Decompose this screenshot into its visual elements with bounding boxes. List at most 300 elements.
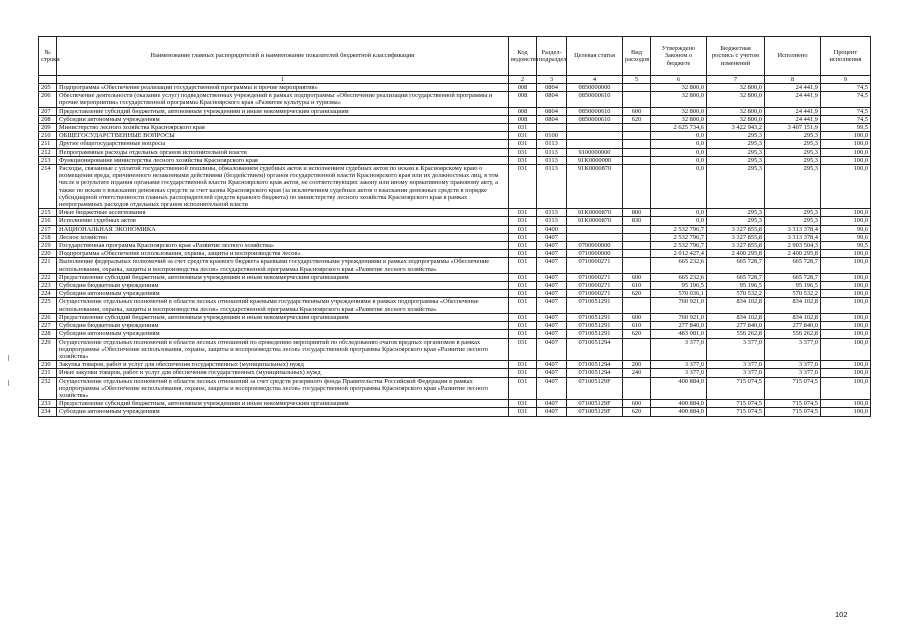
row-ved: 031 [509, 250, 537, 258]
row-ros: 3 377,0 [707, 361, 765, 369]
row-ros: 32 800,0 [707, 92, 765, 107]
row-razd: 0113 [537, 217, 567, 225]
row-zak: 2 532 796,7 [651, 225, 707, 233]
row-ros: 3 422 943,2 [707, 124, 765, 132]
row-vr: 240 [623, 369, 651, 377]
row-razd: 0407 [537, 290, 567, 298]
row-ros: 556 262,8 [707, 330, 765, 338]
row-number: 221 [39, 258, 57, 273]
row-pct: 100,0 [821, 361, 871, 369]
col-header-num: № строки [39, 37, 57, 76]
row-cs: 0850000000 [567, 84, 623, 92]
row-ros: 95 196,5 [707, 282, 765, 290]
row-ved: 031 [509, 290, 537, 298]
row-name: Выполнение федеральных полномочий за счет средств краевого бюджета краевыми государственными учреждениями в рамках подпрограммы «Обеспечение использования, охраны, защиты и воспроизводства лесов» государственной программы Красноярского края «Развитие лесного хозяйства» [57, 258, 509, 273]
row-pct: 100,0 [821, 209, 871, 217]
table-row [39, 377, 871, 400]
page-number: 102 [835, 610, 848, 619]
row-ros: 570 532,2 [707, 290, 765, 298]
col-header-ved: Код ведомства [509, 37, 537, 76]
row-ros: 715 074,5 [707, 408, 765, 416]
row-isp: 277 840,0 [765, 322, 821, 330]
row-pct: 100,0 [821, 369, 871, 377]
row-isp: 295,3 [765, 132, 821, 140]
row-pct: 100,0 [821, 132, 871, 140]
table-row [39, 338, 871, 361]
row-vr: 830 [623, 217, 651, 225]
row-ros: 32 800,0 [707, 84, 765, 92]
row-isp: 295,3 [765, 156, 821, 164]
table-body [39, 84, 871, 417]
row-razd [537, 124, 567, 132]
row-razd: 0400 [537, 225, 567, 233]
row-ros: 3 377,0 [707, 369, 765, 377]
row-number: 222 [39, 273, 57, 281]
row-zak: 760 921,0 [651, 298, 707, 313]
row-ved: 031 [509, 273, 537, 281]
row-vr [623, 84, 651, 92]
row-vr [623, 148, 651, 156]
row-cs: 0710000271 [567, 258, 623, 273]
row-ved: 031 [509, 233, 537, 241]
row-number: 206 [39, 92, 57, 107]
row-razd: 0407 [537, 400, 567, 408]
row-name: Предоставление субсидий бюджетным, автономным учреждениям и иным некоммерческим организациям [57, 107, 509, 115]
row-name: Осуществление отдельных полномочий в области лесных отношений за счет средств резервного фонда Правительства Российской Федерации в рамках подпрограммы «Обеспечение использования, охраны, защиты и воспроизводства лесов» государственной программы Красноярского края «Развитие лесного хозяйства» [57, 377, 509, 400]
row-zak: 0,0 [651, 209, 707, 217]
table-row [39, 209, 871, 217]
budget-table [38, 36, 871, 417]
row-zak: 0,0 [651, 156, 707, 164]
table-row [39, 273, 871, 281]
row-ros: 834 102,8 [707, 313, 765, 321]
row-pct: 100,0 [821, 148, 871, 156]
row-ved: 031 [509, 124, 537, 132]
row-pct: 100,0 [821, 400, 871, 408]
row-ved: 008 [509, 92, 537, 107]
row-number: 219 [39, 242, 57, 250]
row-zak: 400 884,0 [651, 408, 707, 416]
row-ros: 3 327 855,8 [707, 225, 765, 233]
row-ved: 008 [509, 115, 537, 123]
row-pct: 100,0 [821, 273, 871, 281]
table-row [39, 225, 871, 233]
row-ros: 295,3 [707, 140, 765, 148]
col-header-isp: Исполнено [765, 37, 821, 76]
row-ros: 715 074,5 [707, 377, 765, 400]
row-ved: 031 [509, 369, 537, 377]
row-zak: 2 532 796,7 [651, 233, 707, 241]
table-row [39, 140, 871, 148]
row-vr [623, 338, 651, 361]
row-razd: 0407 [537, 361, 567, 369]
col-header-vr: Вид расходов [623, 37, 651, 76]
row-ved: 031 [509, 217, 537, 225]
row-name: Непрограммные расходы отдельных органов исполнительной власти [57, 148, 509, 156]
row-zak: 277 840,0 [651, 322, 707, 330]
row-razd: 0407 [537, 338, 567, 361]
row-isp: 24 441,9 [765, 115, 821, 123]
row-number: 228 [39, 330, 57, 338]
row-razd: 0407 [537, 377, 567, 400]
row-vr [623, 250, 651, 258]
row-cs [567, 233, 623, 241]
row-zak: 0,0 [651, 140, 707, 148]
row-name: Функционирование министерства лесного хозяйства Красноярского края [57, 156, 509, 164]
row-vr: 620 [623, 408, 651, 416]
row-cs: 0710000271 [567, 290, 623, 298]
row-ved: 031 [509, 408, 537, 416]
row-isp: 295,3 [765, 209, 821, 217]
row-cs [567, 225, 623, 233]
row-ros: 715 074,5 [707, 400, 765, 408]
row-pct: 99,6 [821, 233, 871, 241]
row-razd: 0804 [537, 84, 567, 92]
row-number: 227 [39, 322, 57, 330]
row-number: 211 [39, 140, 57, 148]
table-row [39, 165, 871, 209]
row-pct: 100,0 [821, 156, 871, 164]
row-pct: 100,0 [821, 313, 871, 321]
row-cs: 91K0000870 [567, 165, 623, 209]
row-number: 233 [39, 400, 57, 408]
row-ved: 031 [509, 209, 537, 217]
row-vr: 800 [623, 209, 651, 217]
row-number: 223 [39, 282, 57, 290]
row-isp: 3 313 378,4 [765, 225, 821, 233]
row-vr: 600 [623, 400, 651, 408]
row-razd: 0407 [537, 298, 567, 313]
row-ved: 031 [509, 400, 537, 408]
row-isp: 295,3 [765, 165, 821, 209]
row-zak: 32 800,0 [651, 115, 707, 123]
row-cs: 071005129F [567, 408, 623, 416]
row-name: Исполнение судебных актов [57, 217, 509, 225]
row-zak: 3 377,0 [651, 338, 707, 361]
row-ros: 665 728,7 [707, 273, 765, 281]
row-ros: 295,3 [707, 156, 765, 164]
row-razd: 0407 [537, 242, 567, 250]
row-pct: 100,0 [821, 165, 871, 209]
row-isp: 570 532,2 [765, 290, 821, 298]
row-isp: 556 262,8 [765, 330, 821, 338]
row-ved: 031 [509, 313, 537, 321]
row-isp: 24 441,9 [765, 107, 821, 115]
scan-mark [8, 380, 9, 386]
row-isp: 295,3 [765, 140, 821, 148]
row-vr [623, 298, 651, 313]
row-isp: 665 728,7 [765, 258, 821, 273]
row-vr: 600 [623, 273, 651, 281]
row-razd: 0407 [537, 330, 567, 338]
row-ros: 295,3 [707, 148, 765, 156]
col-number: 2 [509, 76, 537, 84]
row-number: 224 [39, 290, 57, 298]
row-cs: 91K0000870 [567, 217, 623, 225]
row-vr: 600 [623, 313, 651, 321]
row-pct: 100,0 [821, 250, 871, 258]
row-name: Субсидии бюджетным учреждениям [57, 282, 509, 290]
row-vr [623, 165, 651, 209]
row-razd: 0407 [537, 282, 567, 290]
row-pct: 100,0 [821, 322, 871, 330]
row-razd: 0407 [537, 250, 567, 258]
row-razd: 0407 [537, 322, 567, 330]
table-row [39, 107, 871, 115]
row-zak: 665 232,6 [651, 273, 707, 281]
col-number: 5 [623, 76, 651, 84]
row-pct: 100,0 [821, 377, 871, 400]
row-name: Лесное хозяйство [57, 233, 509, 241]
row-vr [623, 92, 651, 107]
column-number-row [39, 76, 871, 84]
row-name: Субсидии автономным учреждениям [57, 290, 509, 298]
row-isp: 834 102,8 [765, 313, 821, 321]
row-cs: 9100000000 [567, 148, 623, 156]
row-cs: 0710051291 [567, 330, 623, 338]
row-razd: 0407 [537, 408, 567, 416]
col-header-zak: Утверждено Законом о бюджете [651, 37, 707, 76]
row-isp: 665 728,7 [765, 273, 821, 281]
row-pct: 100,0 [821, 282, 871, 290]
row-isp: 834 102,8 [765, 298, 821, 313]
row-ros: 295,3 [707, 165, 765, 209]
row-pct: 99,6 [821, 225, 871, 233]
row-name: Подпрограмма «Обеспечение реализации государственной программы и прочие мероприятия» [57, 84, 509, 92]
row-vr: 620 [623, 330, 651, 338]
row-cs: 0850000610 [567, 107, 623, 115]
row-number: 214 [39, 165, 57, 209]
table-row [39, 330, 871, 338]
row-cs [567, 124, 623, 132]
row-number: 218 [39, 233, 57, 241]
row-pct: 100,0 [821, 258, 871, 273]
row-name: Предоставление субсидий бюджетным, автономным учреждениям и иным некоммерческим организациям [57, 273, 509, 281]
table-row [39, 322, 871, 330]
table-row [39, 258, 871, 273]
table-row [39, 124, 871, 132]
row-cs: 0710051291 [567, 313, 623, 321]
row-isp: 3 377,0 [765, 361, 821, 369]
scan-mark [8, 355, 9, 361]
row-number: 230 [39, 361, 57, 369]
row-razd: 0113 [537, 209, 567, 217]
row-ved: 031 [509, 322, 537, 330]
row-pct: 74,5 [821, 115, 871, 123]
table-row [39, 250, 871, 258]
col-number: 4 [567, 76, 623, 84]
row-isp: 2 903 504,3 [765, 242, 821, 250]
row-name: Предоставление субсидий бюджетным, автономным учреждениям и иным некоммерческим организациям [57, 313, 509, 321]
row-pct: 100,0 [821, 330, 871, 338]
row-isp: 3 377,0 [765, 338, 821, 361]
header-row [39, 37, 871, 76]
col-header-name: Наименование главных распорядителей и наименование показателей бюджетной классификации [57, 37, 509, 76]
row-ros: 2 400 295,8 [707, 250, 765, 258]
row-cs: 071005129F [567, 400, 623, 408]
row-vr [623, 156, 651, 164]
row-cs [567, 140, 623, 148]
row-pct: 99,5 [821, 242, 871, 250]
row-name: Другие общегосударственные вопросы [57, 140, 509, 148]
row-name: Обеспечение деятельности (оказание услуг) подведомственных учреждений в рамках подпрограммы «Обеспечение реализации государственной программы и прочие мероприятия» государственной программы Красноярского края «Развитие культуры и туризма» [57, 92, 509, 107]
row-number: 226 [39, 313, 57, 321]
row-vr [623, 124, 651, 132]
row-number: 208 [39, 115, 57, 123]
row-number: 229 [39, 338, 57, 361]
row-number: 213 [39, 156, 57, 164]
col-number: 9 [821, 76, 871, 84]
table-row [39, 282, 871, 290]
row-pct: 100,0 [821, 140, 871, 148]
row-number: 220 [39, 250, 57, 258]
row-pct: 99,5 [821, 124, 871, 132]
row-ved: 031 [509, 282, 537, 290]
row-isp: 24 441,9 [765, 84, 821, 92]
col-number: 8 [765, 76, 821, 84]
row-isp: 295,3 [765, 217, 821, 225]
row-zak: 570 036,1 [651, 290, 707, 298]
row-number: 234 [39, 408, 57, 416]
table-row [39, 369, 871, 377]
row-razd: 0407 [537, 258, 567, 273]
row-zak: 3 377,0 [651, 369, 707, 377]
row-razd: 0113 [537, 156, 567, 164]
table-row [39, 92, 871, 107]
table-row [39, 242, 871, 250]
row-ved: 031 [509, 132, 537, 140]
row-zak: 400 884,0 [651, 377, 707, 400]
row-ros: 295,3 [707, 217, 765, 225]
table-row [39, 313, 871, 321]
row-number: 231 [39, 369, 57, 377]
row-isp: 715 074,5 [765, 408, 821, 416]
row-vr: 610 [623, 322, 651, 330]
row-cs: 0710051294 [567, 361, 623, 369]
row-ved: 031 [509, 338, 537, 361]
row-number: 209 [39, 124, 57, 132]
row-razd: 0407 [537, 369, 567, 377]
row-isp: 715 074,5 [765, 377, 821, 400]
row-ros: 277 840,0 [707, 322, 765, 330]
row-zak: 32 800,0 [651, 107, 707, 115]
row-ved: 031 [509, 225, 537, 233]
row-number: 205 [39, 84, 57, 92]
row-razd: 0407 [537, 313, 567, 321]
row-vr: 200 [623, 361, 651, 369]
row-isp: 3 313 378,4 [765, 233, 821, 241]
row-pct: 100,0 [821, 298, 871, 313]
row-cs: 0850000610 [567, 92, 623, 107]
row-vr: 620 [623, 115, 651, 123]
table-row [39, 115, 871, 123]
row-ved: 008 [509, 107, 537, 115]
col-header-razd: Раздел-подраздел [537, 37, 567, 76]
row-cs: 0710051294 [567, 338, 623, 361]
row-isp: 295,3 [765, 148, 821, 156]
row-number: 210 [39, 132, 57, 140]
table-row [39, 408, 871, 416]
row-cs: 91K0000870 [567, 209, 623, 217]
row-ved: 031 [509, 330, 537, 338]
row-ros: 295,3 [707, 132, 765, 140]
table-row [39, 400, 871, 408]
row-zak: 0,0 [651, 217, 707, 225]
table-row [39, 298, 871, 313]
row-ved: 031 [509, 140, 537, 148]
row-number: 207 [39, 107, 57, 115]
row-name: Подпрограмма «Обеспечение использования, охраны, защиты и воспроизводства лесов» [57, 250, 509, 258]
row-razd: 0804 [537, 115, 567, 123]
row-razd: 0113 [537, 148, 567, 156]
row-name: Расходы, связанные с уплатой государственной пошлины, обжалованием судебных актов и исполнением судебных актов по искам к Красноярскому краю о возмещении вреда, причиненного незаконными действиями (бездействием) органов государственной власти Красноярского края или их должностных лиц, в том числе в результате издания органами государственной власти Красноярского края актов, не соответствующих закону или иному нормативному правовому акту, а также по искам о взыскании денежных средств за счет казны Красноярского края (за исключением судебных актов о взыскании денежных средств в порядке субсидиарной ответственности главных распорядителей средств краевого бюджета) по министерству лесного хозяйства Красноярского края в рамках непрограммных расходов отдельных органов исполнительной власти [57, 165, 509, 209]
row-number: 225 [39, 298, 57, 313]
row-zak: 760 921,0 [651, 313, 707, 321]
row-razd: 0804 [537, 107, 567, 115]
row-isp: 715 074,5 [765, 400, 821, 408]
col-header-cs: Целевая статья [567, 37, 623, 76]
row-cs: 0710051291 [567, 322, 623, 330]
row-ved: 031 [509, 298, 537, 313]
row-number: 212 [39, 148, 57, 156]
row-vr: 600 [623, 107, 651, 115]
row-pct: 100,0 [821, 217, 871, 225]
table-row [39, 290, 871, 298]
row-cs: 0710000271 [567, 282, 623, 290]
row-pct: 100,0 [821, 290, 871, 298]
row-zak: 665 232,6 [651, 258, 707, 273]
row-zak: 0,0 [651, 165, 707, 209]
row-name: Субсидии автономным учреждениям [57, 115, 509, 123]
row-zak: 483 081,0 [651, 330, 707, 338]
row-name: Осуществление отдельных полномочий в области лесных отношений краевыми государственными учреждениями в рамках подпрограммы «Обеспечение использования, охраны, защиты и воспроизводства лесов» государственной программы Красноярского края «Развитие лесного хозяйства» [57, 298, 509, 313]
row-zak: 400 884,0 [651, 400, 707, 408]
row-ros: 3 377,0 [707, 338, 765, 361]
row-cs: 0850000610 [567, 115, 623, 123]
col-number: 1 [57, 76, 509, 84]
table-row [39, 148, 871, 156]
row-cs: 0710051294 [567, 369, 623, 377]
row-razd: 0100 [537, 132, 567, 140]
row-name: Государственная программа Красноярского края «Развитие лесного хозяйства» [57, 242, 509, 250]
row-name: НАЦИОНАЛЬНАЯ ЭКОНОМИКА [57, 225, 509, 233]
row-razd: 0407 [537, 233, 567, 241]
row-pct: 100,0 [821, 408, 871, 416]
col-number [39, 76, 57, 84]
row-ved: 031 [509, 148, 537, 156]
col-header-pct: Процент исполнения [821, 37, 871, 76]
row-number: 216 [39, 217, 57, 225]
row-name: Предоставление субсидий бюджетным, автономным учреждениям и иным некоммерческим организациям [57, 400, 509, 408]
row-pct: 74,5 [821, 84, 871, 92]
table-row [39, 84, 871, 92]
row-name: Осуществление отдельных полномочий в области лесных отношений по проведению мероприятий по обследованию очагов вредных организмов в рамках подпрограммы «Обеспечение использования, охраны, защиты и воспроизводства лесов» государственной программы Красноярского края «Развитие лесного хозяйства» [57, 338, 509, 361]
row-cs: 91K0000000 [567, 156, 623, 164]
row-vr [623, 377, 651, 400]
row-zak: 32 800,0 [651, 84, 707, 92]
row-ros: 834 102,8 [707, 298, 765, 313]
row-ved: 031 [509, 242, 537, 250]
table-row [39, 361, 871, 369]
row-ved: 031 [509, 165, 537, 209]
row-name: Субсидии автономным учреждениям [57, 408, 509, 416]
row-cs [567, 132, 623, 140]
table-row [39, 233, 871, 241]
row-name: Иные закупки товаров, работ и услуг для обеспечения государственных (муниципальных) нужд [57, 369, 509, 377]
row-ros: 32 800,0 [707, 115, 765, 123]
row-ros: 3 327 855,8 [707, 242, 765, 250]
row-pct: 74,5 [821, 92, 871, 107]
